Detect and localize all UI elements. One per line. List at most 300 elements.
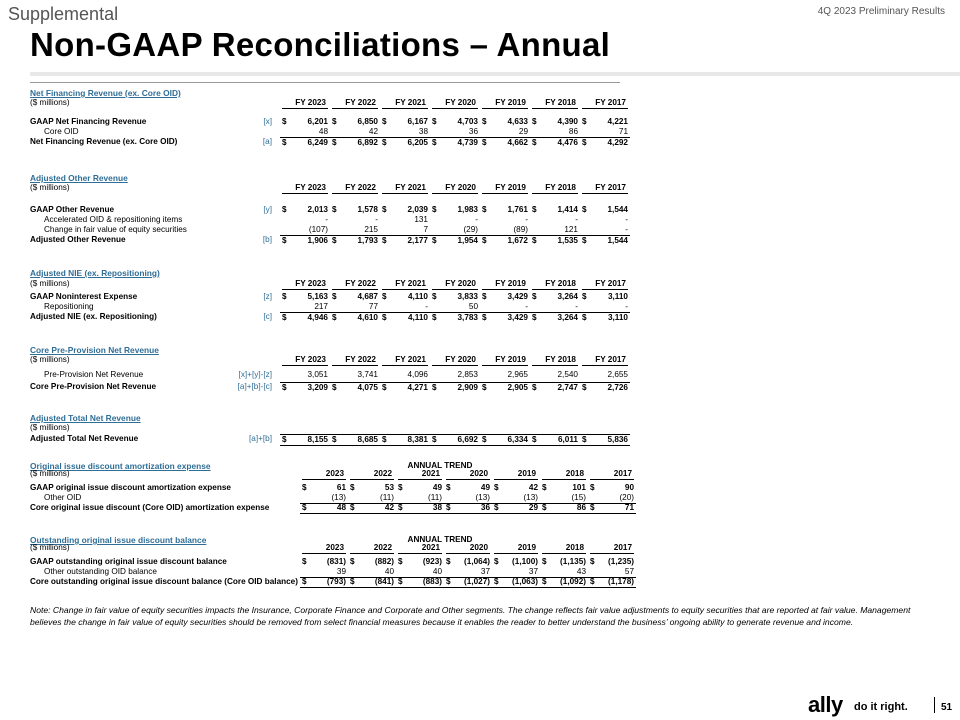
- header-underline: [282, 289, 328, 290]
- dollar-sign: $: [542, 577, 547, 586]
- dollar-sign: $: [432, 138, 437, 147]
- header-underline: [350, 553, 394, 554]
- column-header: FY 2018: [545, 355, 576, 364]
- value-cell: [330, 215, 380, 225]
- header-underline: [532, 108, 578, 109]
- row-reference: [x]: [263, 117, 272, 126]
- section-4: [30, 345, 628, 396]
- dollar-sign: $: [446, 557, 451, 566]
- cell-value: (13): [331, 493, 346, 502]
- column-header: FY 2023: [295, 279, 326, 288]
- cell-value: 1,535: [557, 236, 578, 245]
- header-underline: [446, 479, 490, 480]
- cell-value: 1,414: [557, 205, 578, 214]
- value-cell: [492, 577, 540, 588]
- column-header: 2021: [421, 543, 440, 552]
- table-row: [30, 577, 634, 587]
- value-cell: [330, 127, 380, 137]
- cell-value: 1,954: [457, 236, 478, 245]
- cell-value: 4,075: [357, 383, 378, 392]
- section-title: Original issue discount amortization expense: [30, 461, 211, 471]
- cell-value: 3,110: [607, 292, 628, 301]
- value-cell: [492, 483, 540, 493]
- table-row: [30, 483, 634, 493]
- dollar-sign: $: [542, 557, 547, 566]
- cell-value: 6,201: [307, 117, 328, 126]
- cell-value: (89): [513, 225, 528, 234]
- value-cell: [430, 312, 480, 323]
- value-cell: [480, 215, 530, 225]
- row-label: Repositioning: [44, 302, 94, 311]
- column-header: FY 2018: [545, 98, 576, 107]
- cell-value: 4,610: [357, 313, 378, 322]
- cell-value: 8,685: [357, 435, 378, 444]
- cell-value: 2,177: [407, 236, 428, 245]
- logo-tagline: do it right.: [854, 701, 908, 713]
- cell-value: 39: [336, 567, 346, 576]
- value-cell: [396, 577, 444, 588]
- cell-value: -: [525, 215, 528, 224]
- header-underline: [590, 479, 634, 480]
- cell-value: 71: [624, 503, 634, 512]
- cell-value: (11): [380, 493, 394, 502]
- dollar-sign: $: [494, 557, 499, 566]
- cell-value: 8,155: [307, 435, 328, 444]
- value-cell: [280, 137, 330, 148]
- column-header: FY 2019: [495, 98, 526, 107]
- column-header: FY 2021: [395, 183, 426, 192]
- cell-value: 77: [368, 302, 378, 311]
- cell-value: 40: [432, 567, 442, 576]
- row-label: GAAP original issue discount amortization expense: [30, 483, 231, 492]
- annual-trend-label: ANNUAL TREND: [407, 535, 473, 544]
- cell-value: 2,013: [307, 205, 328, 214]
- cell-value: 3,783: [457, 313, 478, 322]
- column-header: FY 2020: [445, 98, 476, 107]
- header-underline: [582, 108, 628, 109]
- cell-value: 101: [572, 483, 586, 492]
- cell-value: 4,110: [407, 313, 428, 322]
- section-7: [30, 535, 634, 591]
- section-6: [30, 461, 634, 517]
- dollar-sign: $: [382, 236, 387, 245]
- report-label: 4Q 2023 Preliminary Results: [817, 6, 945, 17]
- cell-value: (1,135): [560, 557, 586, 566]
- header-underline: [482, 193, 528, 194]
- header-underline: [302, 479, 346, 480]
- cell-value: 2,853: [457, 370, 478, 379]
- section-units: ($ millions): [30, 355, 70, 364]
- header-underline: [494, 553, 538, 554]
- row-reference: [c]: [263, 312, 272, 321]
- row-label: GAAP Noninterest Expense: [30, 292, 138, 301]
- cell-value: (841): [374, 577, 394, 586]
- value-cell: [530, 205, 580, 215]
- cell-value: 1,983: [457, 205, 478, 214]
- dollar-sign: $: [582, 383, 587, 392]
- dollar-sign: $: [432, 205, 437, 214]
- cell-value: 121: [564, 225, 578, 234]
- row-label: Change in fair value of equity securities: [44, 225, 187, 234]
- section-units: ($ millions): [30, 543, 70, 552]
- value-cell: [300, 557, 348, 567]
- value-cell: [280, 117, 330, 127]
- cell-value: 3,110: [607, 313, 628, 322]
- dollar-sign: $: [582, 138, 587, 147]
- cell-value: 57: [624, 567, 634, 576]
- cell-value: (1,064): [464, 557, 490, 566]
- cell-value: 1,544: [607, 236, 628, 245]
- cell-value: 48: [318, 127, 328, 136]
- cell-value: 61: [336, 483, 346, 492]
- dollar-sign: $: [302, 503, 307, 512]
- cell-value: 3,429: [507, 313, 528, 322]
- dollar-sign: $: [494, 577, 499, 586]
- cell-value: -: [525, 302, 528, 311]
- column-header: FY 2023: [295, 183, 326, 192]
- cell-value: 1,544: [607, 205, 628, 214]
- value-cell: [444, 557, 492, 567]
- dollar-sign: $: [302, 577, 307, 586]
- dollar-sign: $: [590, 483, 595, 492]
- cell-value: 1,578: [357, 205, 378, 214]
- row-reference: [b]: [262, 235, 272, 244]
- cell-value: 7: [423, 225, 428, 234]
- header-underline: [382, 289, 428, 290]
- dollar-sign: $: [582, 313, 587, 322]
- dollar-sign: $: [482, 236, 487, 245]
- section-title: Adjusted Total Net Revenue: [30, 413, 141, 423]
- cell-value: 4,271: [407, 383, 428, 392]
- section-title: Core Pre-Provision Net Revenue: [30, 345, 159, 355]
- dollar-sign: $: [282, 117, 287, 126]
- cell-value: (831): [326, 557, 346, 566]
- value-cell: [280, 382, 330, 393]
- value-cell: [580, 312, 630, 323]
- column-header: FY 2020: [445, 355, 476, 364]
- cell-value: 1,761: [507, 205, 528, 214]
- value-cell: [430, 117, 480, 127]
- header-underline: [482, 289, 528, 290]
- dollar-sign: $: [532, 292, 537, 301]
- dollar-sign: $: [590, 503, 595, 512]
- value-cell: [588, 557, 636, 567]
- value-cell: [580, 292, 630, 302]
- value-cell: [300, 483, 348, 493]
- header-underline: [398, 553, 442, 554]
- dollar-sign: $: [482, 138, 487, 147]
- value-cell: [444, 577, 492, 588]
- cell-value: 3,833: [457, 292, 478, 301]
- header-underline: [432, 289, 478, 290]
- dollar-sign: $: [332, 292, 337, 301]
- cell-value: 5,836: [607, 435, 628, 444]
- value-cell: [430, 370, 480, 380]
- cell-value: 2,905: [507, 383, 528, 392]
- row-label: Accelerated OID & repositioning items: [44, 215, 183, 224]
- header-underline: [446, 553, 490, 554]
- value-cell: [430, 127, 480, 137]
- column-header: FY 2020: [445, 279, 476, 288]
- dollar-sign: $: [582, 205, 587, 214]
- section-units: ($ millions): [30, 183, 70, 192]
- value-cell: [330, 382, 380, 393]
- page-title: Non-GAAP Reconciliations – Annual: [30, 26, 611, 63]
- cell-value: -: [475, 215, 478, 224]
- dollar-sign: $: [532, 383, 537, 392]
- value-cell: [280, 312, 330, 323]
- cell-value: 86: [576, 503, 586, 512]
- header-underline: [382, 108, 428, 109]
- header-underline: [542, 553, 586, 554]
- value-cell: [430, 137, 480, 148]
- footnote: Note: Change in fair value of equity securities impacts the Insurance, Corporate Finance and Corporate and Other segments. The change reflects fair value adjustments to equity securities that are reported at fair value. Management believes the change in fair value of equity securities should be removed from select financial measures because it enables the reader to better understand the business’ ongoing ability to generate revenue and income.: [30, 605, 911, 627]
- cell-value: 2,655: [607, 370, 628, 379]
- row-label: Core Pre-Provision Net Revenue: [30, 382, 157, 391]
- table-row: [30, 382, 628, 392]
- value-cell: [530, 215, 580, 225]
- table-row: [30, 557, 634, 567]
- column-header: 2022: [373, 469, 392, 478]
- annual-trend-label: ANNUAL TREND: [407, 461, 473, 470]
- value-cell: [530, 225, 580, 235]
- cell-value: 1,906: [307, 236, 328, 245]
- value-cell: [480, 370, 530, 380]
- row-label: GAAP outstanding original issue discount balance: [30, 557, 227, 566]
- dollar-sign: $: [432, 236, 437, 245]
- cell-value: 6,692: [457, 435, 478, 444]
- cell-value: 131: [414, 215, 428, 224]
- header-underline: [532, 193, 578, 194]
- header-underline: [332, 289, 378, 290]
- dollar-sign: $: [332, 313, 337, 322]
- dollar-sign: $: [350, 557, 355, 566]
- column-header: FY 2020: [445, 183, 476, 192]
- cell-value: 4,221: [607, 117, 628, 126]
- cell-value: 6,249: [307, 138, 328, 147]
- cell-value: 2,726: [607, 383, 628, 392]
- header-underline: [332, 108, 378, 109]
- value-cell: [380, 382, 430, 393]
- value-cell: [580, 215, 630, 225]
- column-header: 2017: [613, 543, 632, 552]
- dollar-sign: $: [446, 483, 451, 492]
- dollar-sign: $: [382, 292, 387, 301]
- dollar-sign: $: [582, 117, 587, 126]
- value-cell: [540, 557, 588, 567]
- row-reference: [z]: [263, 292, 272, 301]
- dollar-sign: $: [282, 236, 287, 245]
- value-cell: [330, 225, 380, 235]
- column-header: 2019: [517, 469, 536, 478]
- header-underline: [382, 193, 428, 194]
- cell-value: 3,209: [307, 383, 328, 392]
- cell-value: 36: [480, 503, 490, 512]
- header-underline: [332, 193, 378, 194]
- cell-value: 53: [384, 483, 394, 492]
- column-header: FY 2019: [495, 355, 526, 364]
- header-underline: [582, 365, 628, 366]
- ally-logo: [808, 694, 918, 716]
- header-underline: [582, 193, 628, 194]
- header-underline: [582, 289, 628, 290]
- column-header: FY 2022: [345, 279, 376, 288]
- table-row: [30, 434, 628, 444]
- value-cell: [480, 117, 530, 127]
- cell-value: 90: [624, 483, 634, 492]
- dollar-sign: $: [382, 138, 387, 147]
- dollar-sign: $: [494, 503, 499, 512]
- value-cell: [430, 382, 480, 393]
- value-cell: [348, 577, 396, 588]
- value-cell: [430, 215, 480, 225]
- dollar-sign: $: [494, 483, 499, 492]
- dollar-sign: $: [482, 435, 487, 444]
- cell-value: (883): [422, 577, 442, 586]
- value-cell: [330, 137, 380, 148]
- cell-value: 40: [384, 567, 394, 576]
- value-cell: [396, 557, 444, 567]
- value-cell: [380, 292, 430, 302]
- value-cell: [480, 225, 530, 235]
- column-header: 2018: [565, 543, 584, 552]
- dollar-sign: $: [382, 117, 387, 126]
- dollar-sign: $: [482, 313, 487, 322]
- dollar-sign: $: [590, 557, 595, 566]
- value-cell: [580, 127, 630, 137]
- cell-value: -: [625, 225, 628, 234]
- column-header: FY 2019: [495, 183, 526, 192]
- value-cell: [380, 312, 430, 323]
- cell-value: 49: [432, 483, 442, 492]
- value-cell: [380, 302, 430, 312]
- column-header: FY 2017: [595, 98, 626, 107]
- cell-value: 4,476: [557, 138, 578, 147]
- cell-value: 4,633: [507, 117, 528, 126]
- header-underline: [532, 289, 578, 290]
- table-row: [30, 503, 634, 513]
- cell-value: -: [325, 215, 328, 224]
- dollar-sign: $: [382, 383, 387, 392]
- value-cell: [300, 577, 348, 588]
- header-underline: [494, 479, 538, 480]
- cell-value: 36: [468, 127, 478, 136]
- value-cell: [380, 117, 430, 127]
- table-row: [30, 117, 628, 127]
- dollar-sign: $: [382, 313, 387, 322]
- value-cell: [444, 503, 492, 514]
- cell-value: 42: [368, 127, 378, 136]
- header-underline: [482, 365, 528, 366]
- value-cell: [348, 483, 396, 493]
- value-cell: [530, 312, 580, 323]
- cell-value: 50: [468, 302, 478, 311]
- cell-value: 4,662: [507, 138, 528, 147]
- dollar-sign: $: [332, 117, 337, 126]
- header-underline: [302, 553, 346, 554]
- dollar-sign: $: [432, 313, 437, 322]
- row-label: Adjusted NIE (ex. Repositioning): [30, 312, 157, 321]
- column-header: 2020: [469, 543, 488, 552]
- cell-value: 29: [518, 127, 528, 136]
- dollar-sign: $: [590, 577, 595, 586]
- cell-value: 6,011: [557, 435, 578, 444]
- table-row: [30, 312, 628, 322]
- row-label: Core OID: [44, 127, 79, 136]
- value-cell: [330, 292, 380, 302]
- cell-value: 3,741: [357, 370, 378, 379]
- value-cell: [380, 137, 430, 148]
- row-label: Core original issue discount (Core OID) amortization expense: [30, 503, 270, 512]
- dollar-sign: $: [432, 117, 437, 126]
- cell-value: 2,039: [407, 205, 428, 214]
- cell-value: 6,892: [357, 138, 378, 147]
- row-label: Adjusted Total Net Revenue: [30, 434, 139, 443]
- column-header: 2020: [469, 469, 488, 478]
- cell-value: 49: [480, 483, 490, 492]
- dollar-sign: $: [482, 383, 487, 392]
- column-header: FY 2018: [545, 183, 576, 192]
- header-underline: [542, 479, 586, 480]
- value-cell: [530, 137, 580, 148]
- column-header: 2018: [565, 469, 584, 478]
- cell-value: 48: [336, 503, 346, 512]
- row-reference: [a]+[b]: [249, 434, 272, 443]
- cell-value: (1,063): [512, 577, 538, 586]
- cell-value: 6,850: [357, 117, 378, 126]
- column-header: FY 2019: [495, 279, 526, 288]
- value-cell: [330, 434, 380, 446]
- cell-value: (1,092): [560, 577, 586, 586]
- cell-value: -: [575, 302, 578, 311]
- value-cell: [396, 503, 444, 514]
- dollar-sign: $: [432, 292, 437, 301]
- column-header: FY 2021: [395, 98, 426, 107]
- section-1: [30, 88, 628, 151]
- cell-value: 2,540: [557, 370, 578, 379]
- dollar-sign: $: [542, 483, 547, 492]
- header-underline: [432, 108, 478, 109]
- value-cell: [580, 382, 630, 393]
- cell-value: (15): [571, 493, 586, 502]
- value-cell: [280, 127, 330, 137]
- row-reference: [y]: [263, 205, 272, 214]
- value-cell: [330, 117, 380, 127]
- value-cell: [348, 503, 396, 514]
- value-cell: [480, 137, 530, 148]
- column-header: FY 2022: [345, 183, 376, 192]
- cell-value: 4,096: [407, 370, 428, 379]
- value-cell: [430, 302, 480, 312]
- cell-value: 6,334: [507, 435, 528, 444]
- dollar-sign: $: [432, 435, 437, 444]
- row-reference: [a]+[b]-[c]: [237, 382, 272, 391]
- value-cell: [280, 215, 330, 225]
- cell-value: 4,687: [357, 292, 378, 301]
- cell-value: 4,292: [607, 138, 628, 147]
- value-cell: [480, 235, 530, 246]
- dollar-sign: $: [532, 236, 537, 245]
- header-underline: [382, 365, 428, 366]
- cell-value: 1,793: [357, 236, 378, 245]
- header-underline: [350, 479, 394, 480]
- value-cell: [480, 127, 530, 137]
- value-cell: [580, 117, 630, 127]
- value-cell: [348, 557, 396, 567]
- column-header: 2021: [421, 469, 440, 478]
- value-cell: [380, 215, 430, 225]
- dollar-sign: $: [542, 503, 547, 512]
